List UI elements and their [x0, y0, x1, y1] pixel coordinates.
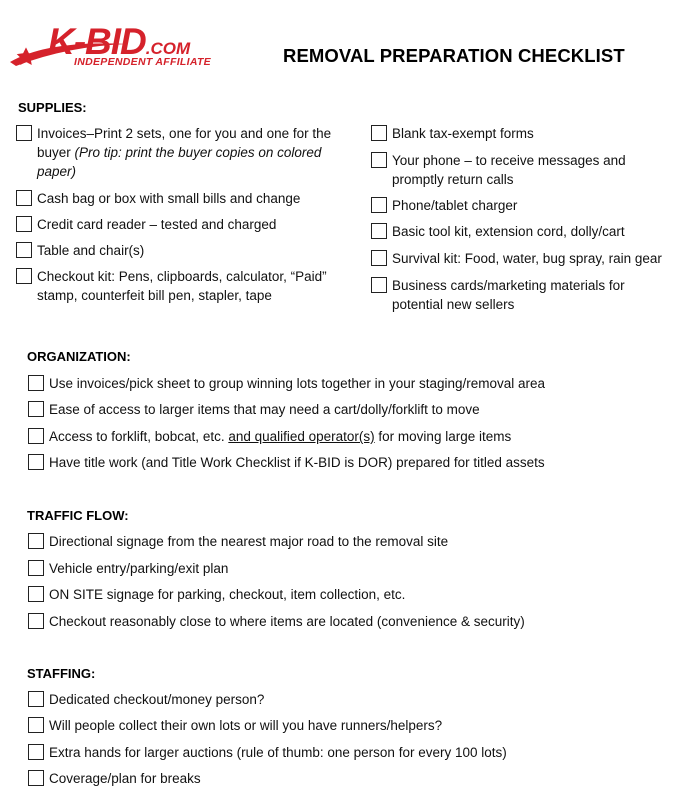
checkbox[interactable] [28, 533, 44, 549]
checkbox[interactable] [371, 277, 387, 293]
traffic-flow-heading: TRAFFIC FLOW: [27, 508, 129, 523]
checkbox[interactable] [28, 613, 44, 629]
document-header [0, 0, 699, 95]
staffing-heading: STAFFING: [27, 666, 96, 681]
checkbox[interactable] [28, 428, 44, 444]
traffic-item-signage [28, 532, 688, 551]
item-text: Cash bag or box with small bills and change [37, 191, 301, 206]
item-text: Table and chair(s) [37, 243, 145, 258]
supplies-item-business-cards [371, 276, 661, 314]
staffing-item-extra-hands [28, 743, 688, 762]
item-text: Access to forklift, bobcat, etc. [49, 429, 229, 444]
traffic-item-onsite-signage [28, 585, 688, 604]
item-text: Basic tool kit, extension cord, dolly/cart [392, 224, 625, 239]
traffic-item-vehicle-plan [28, 559, 688, 578]
supplies-item-invoices [16, 124, 351, 181]
item-text: for moving large items [374, 429, 512, 444]
supplies-item-tool-kit [371, 222, 691, 241]
checkbox[interactable] [28, 586, 44, 602]
kbid-logo [8, 22, 223, 82]
supplies-item-checkout-kit [16, 267, 356, 305]
checkbox[interactable] [371, 197, 387, 213]
checkbox[interactable] [28, 454, 44, 470]
checkbox[interactable] [28, 691, 44, 707]
pro-tip-note: (Pro tip: print the buyer copies on colored paper) [37, 145, 322, 179]
supplies-item-table-chair [16, 241, 351, 260]
checkbox[interactable] [371, 125, 387, 141]
item-text: Dedicated checkout/money person? [49, 692, 265, 707]
item-text: Extra hands for larger auctions (rule of thumb: one person for every 100 lots) [49, 745, 507, 760]
checkbox[interactable] [16, 190, 32, 206]
item-text: Directional signage from the nearest major road to the removal site [49, 534, 449, 549]
checkbox[interactable] [28, 770, 44, 786]
checkbox[interactable] [28, 560, 44, 576]
qualified-operator-text: and qualified operator(s) [228, 429, 375, 444]
checkbox[interactable] [371, 250, 387, 266]
supplies-heading: SUPPLIES: [18, 100, 87, 115]
organization-item-access [28, 400, 688, 419]
checkbox[interactable] [28, 401, 44, 417]
item-text: Will people collect their own lots or will you have runners/helpers? [49, 718, 443, 733]
item-text: Survival kit: Food, water, bug spray, rain gear [392, 251, 662, 266]
staffing-item-checkout-person [28, 690, 688, 709]
item-text: Vehicle entry/parking/exit plan [49, 561, 229, 576]
checkbox[interactable] [16, 125, 32, 141]
staffing-item-runners [28, 716, 688, 735]
checkbox[interactable] [28, 744, 44, 760]
supplies-item-cash-bag [16, 189, 351, 208]
checkbox[interactable] [28, 717, 44, 733]
logo-brand-text: K-BID.COM [48, 21, 191, 62]
supplies-item-card-reader [16, 215, 351, 234]
item-text: Invoices–Print 2 sets, one for you and one for the buyer [37, 126, 332, 160]
item-text: Business cards/marketing materials for potential new sellers [392, 278, 625, 312]
supplies-item-phone [371, 151, 661, 189]
item-text: Ease of access to larger items that may need a cart/dolly/forklift to move [49, 402, 480, 417]
checkbox[interactable] [28, 375, 44, 391]
item-text: Coverage/plan for breaks [49, 771, 201, 786]
checkbox[interactable] [16, 242, 32, 258]
logo-tagline: INDEPENDENT AFFILIATE [74, 56, 211, 68]
item-text: Checkout kit: Pens, clipboards, calculator, “Paid” stamp, counterfeit bill pen, stapler, tape [37, 269, 327, 303]
supplies-item-survival-kit [371, 249, 699, 268]
traffic-item-checkout-location [28, 612, 688, 631]
item-text: Credit card reader – tested and charged [37, 217, 277, 232]
checkbox[interactable] [371, 152, 387, 168]
checkbox[interactable] [371, 223, 387, 239]
item-text: Your phone – to receive messages and promptly return calls [392, 153, 626, 187]
checkbox[interactable] [16, 216, 32, 232]
page-title: REMOVAL PREPARATION CHECKLIST [283, 45, 625, 66]
supplies-item-charger [371, 196, 691, 215]
item-text: ON SITE signage for parking, checkout, item collection, etc. [49, 587, 406, 602]
item-text: Have title work (and Title Work Checklist if K-BID is DOR) prepared for titled assets [49, 455, 545, 470]
organization-item-title-work [28, 453, 688, 472]
item-text: Phone/tablet charger [392, 198, 518, 213]
item-text: Checkout reasonably close to where items are located (convenience & security) [49, 614, 525, 629]
item-text: Blank tax-exempt forms [392, 126, 534, 141]
organization-heading: ORGANIZATION: [27, 349, 131, 364]
organization-item-invoices [28, 374, 688, 393]
organization-item-forklift [28, 427, 688, 446]
staffing-item-breaks [28, 769, 688, 788]
supplies-item-tax-forms [371, 124, 691, 143]
checkbox[interactable] [16, 268, 32, 284]
item-text: Use invoices/pick sheet to group winning lots together in your staging/removal area [49, 376, 546, 391]
